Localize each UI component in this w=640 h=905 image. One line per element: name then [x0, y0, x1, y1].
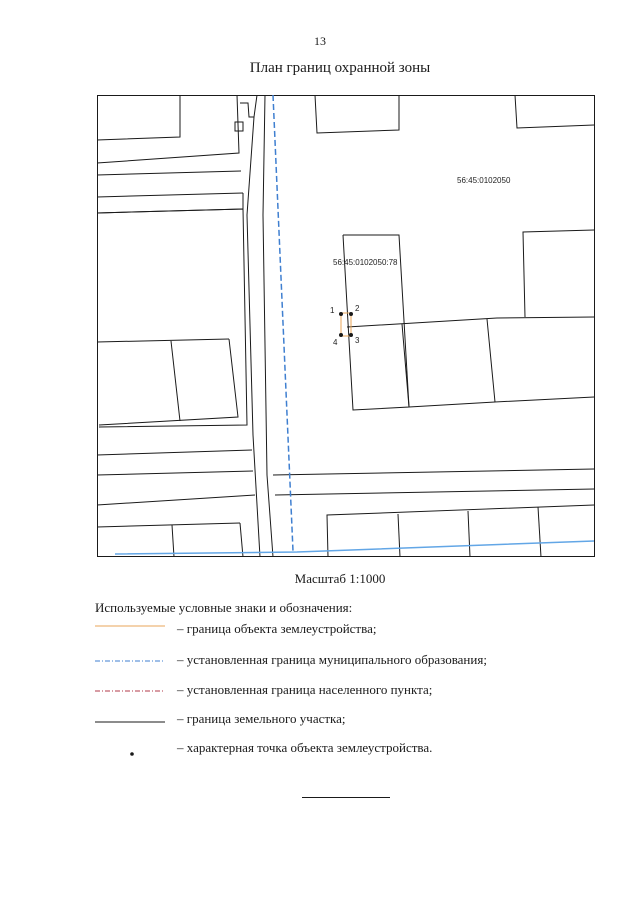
municipal-boundary-line	[273, 95, 293, 551]
parcel-boundary	[523, 230, 594, 317]
page-title: План границ охранной зоны	[249, 60, 431, 76]
protection-zone-object	[341, 313, 351, 336]
parcel-boundary	[398, 514, 400, 557]
legend-item-municipal-boundary	[95, 652, 615, 670]
orange-line-icon	[95, 621, 165, 639]
legend-item-characteristic-point	[95, 740, 615, 758]
point-3-dot	[349, 333, 353, 337]
legend-label: – установленная граница муниципального образования;	[177, 652, 487, 667]
parcel-boundary	[97, 450, 252, 455]
road-edge	[263, 95, 273, 557]
parcel-boundary	[468, 511, 470, 557]
parcel-boundary	[275, 489, 594, 495]
legend-label: – граница объекта землеустройства;	[177, 621, 377, 636]
parcel-boundary	[97, 339, 229, 342]
parcel-boundary	[97, 523, 240, 527]
legend-label: – граница земельного участка;	[177, 711, 346, 726]
road-line	[115, 541, 594, 554]
map-svg	[97, 95, 595, 557]
parcel-boundary	[315, 95, 399, 133]
point-2-label: 2	[355, 304, 360, 313]
parcel-boundary	[273, 469, 594, 475]
map-scale: Масштаб 1:1000	[294, 571, 386, 586]
parcel-boundary	[97, 209, 247, 427]
parcel-boundary	[347, 317, 594, 327]
parcel-boundary	[171, 341, 180, 421]
parcel-boundary	[515, 95, 594, 128]
parcel-boundary	[97, 95, 239, 163]
parcel-boundary	[97, 495, 255, 505]
point-2-dot	[349, 312, 353, 316]
point-1-label: 1	[330, 306, 335, 315]
legend-label: – характерная точка объекта землеустройства.	[177, 740, 433, 755]
parcel-boundary	[240, 95, 257, 117]
point-1-dot	[339, 312, 343, 316]
page-number: 13	[314, 34, 326, 48]
point-3-label: 3	[355, 336, 360, 345]
legend-item-settlement-boundary	[95, 682, 615, 700]
point-4-dot	[339, 333, 343, 337]
map-border	[98, 96, 595, 557]
cadastral-block-label: 56:45:0102050	[457, 176, 511, 185]
point-4-label: 4	[333, 338, 338, 347]
parcel-boundary	[538, 507, 541, 557]
parcel-boundary	[402, 324, 409, 407]
point-dot-icon	[95, 740, 165, 758]
legend-item-object-boundary	[95, 621, 615, 639]
parcel-boundary	[97, 471, 253, 475]
road-edge	[247, 117, 260, 557]
parcel-boundary	[172, 525, 174, 557]
parcel-boundary	[487, 319, 594, 402]
parcel-boundary	[409, 402, 495, 407]
red-dashdot-line-icon	[95, 682, 165, 700]
parcel-boundary	[99, 339, 238, 425]
boundary-plan-map	[97, 95, 595, 557]
parcel-boundary	[97, 193, 243, 197]
legend-heading: Используемые условные знаки и обозначения:	[95, 600, 353, 615]
parcel-boundary	[97, 95, 180, 140]
parcel-boundary	[97, 171, 241, 175]
signature-line	[302, 797, 390, 798]
black-line-icon	[95, 711, 165, 729]
legend-label: – установленная граница населенного пункта;	[177, 682, 433, 697]
blue-dashdot-line-icon	[95, 652, 165, 670]
parcel-number-label: 56:45:0102050:78	[333, 258, 398, 267]
building-outline	[235, 122, 243, 131]
legend-item-parcel-boundary	[95, 711, 615, 729]
